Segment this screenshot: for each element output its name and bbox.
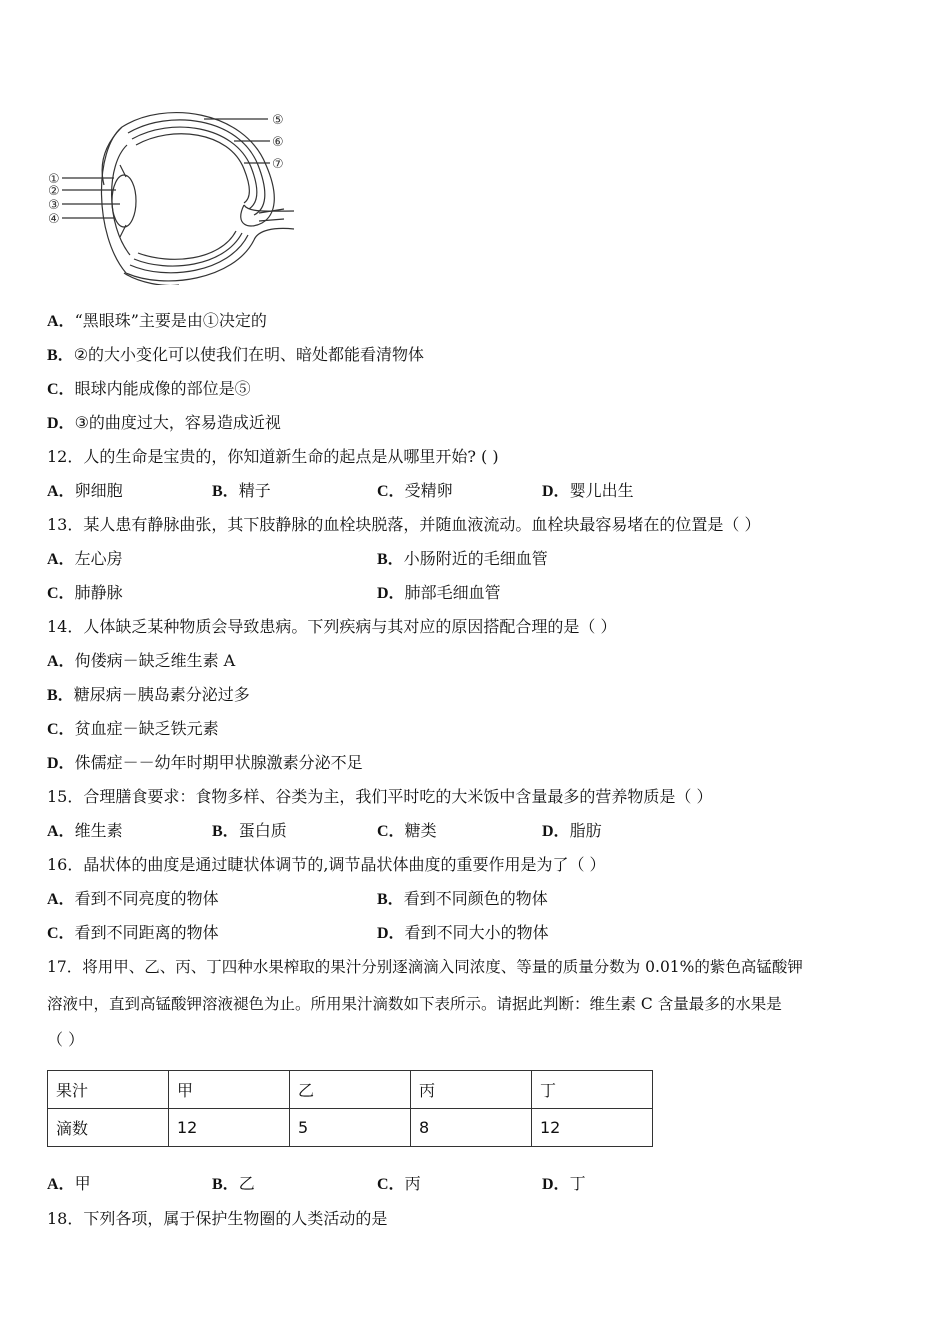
q11-option-b: B．②的大小变化可以使我们在明、暗处都能看清物体 <box>47 345 425 364</box>
q15-option-c: C．糖类 <box>377 821 437 840</box>
q17-option-b: B．乙 <box>212 1174 255 1193</box>
table-cell: 果汁 <box>48 1071 169 1109</box>
q17-option-c: C．丙 <box>377 1174 421 1193</box>
table-cell: 丙 <box>411 1071 532 1109</box>
q16-option-c: C．看到不同距离的物体 <box>47 923 219 942</box>
q14-option-c: C．贫血症－缺乏铁元素 <box>47 719 219 738</box>
table-cell: 5 <box>290 1109 411 1147</box>
q16-option-a: A．看到不同亮度的物体 <box>47 889 219 908</box>
q11-option-d: D．③的曲度过大，容易造成近视 <box>47 413 281 432</box>
table-row <box>48 1109 653 1147</box>
label-6: ⑥ <box>272 135 284 150</box>
q14-option-a: A．佝偻病－缺乏维生素 A <box>47 651 236 670</box>
q14-option-b: B．糖尿病－胰岛素分泌过多 <box>47 685 250 704</box>
q14-option-d: D．侏儒症－－幼年时期甲状腺激素分泌不足 <box>47 753 363 772</box>
q15-option-b: B．蛋白质 <box>212 821 287 840</box>
q17-stem-line1: 17．将用甲、乙、丙、丁四种水果榨取的果汁分别逐滴滴入同浓度、等量的质量分数为 0.01%的紫色高锰酸钾 <box>47 958 803 976</box>
q18-stem: 18．下列各项，属于保护生物圈的人类活动的是 <box>47 1209 388 1228</box>
eyeball-diagram <box>44 105 304 285</box>
q11-option-a: A．“黑眼珠”主要是由①决定的 <box>47 311 267 330</box>
q12-stem: 12．人的生命是宝贵的，你知道新生命的起点是从哪里开始? ( ) <box>47 447 499 466</box>
table-cell: 丁 <box>532 1071 653 1109</box>
q13-option-a: A．左心房 <box>47 549 123 568</box>
q17-stem-line2: 溶液中，直到高锰酸钾溶液褪色为止。所用果汁滴数如下表所示。请据此判断：维生素 C 含量最多的水果是 <box>47 995 782 1013</box>
q12-option-a: A．卵细胞 <box>47 481 123 500</box>
q12-option-d: D．婴儿出生 <box>542 481 634 500</box>
label-7: ⑦ <box>272 157 284 172</box>
label-5: ⑤ <box>272 113 284 128</box>
label-2: ② <box>48 184 60 199</box>
table-cell: 乙 <box>290 1071 411 1109</box>
q16-option-b: B．看到不同颜色的物体 <box>377 889 548 908</box>
q17-option-a: A．甲 <box>47 1174 91 1193</box>
q13-option-c: C．肺静脉 <box>47 583 123 602</box>
q13-option-d: D．肺部毛细血管 <box>377 583 501 602</box>
q13-option-b: B．小肠附近的毛细血管 <box>377 549 548 568</box>
q12-option-b: B．精子 <box>212 481 271 500</box>
q15-option-d: D．脂肪 <box>542 821 602 840</box>
q17-stem-line3: （ ） <box>47 1030 85 1049</box>
table-cell: 12 <box>532 1109 653 1147</box>
q16-stem: 16．晶状体的曲度是通过睫状体调节的,调节晶状体曲度的重要作用是为了（ ） <box>47 855 606 874</box>
q13-stem: 13．某人患有静脉曲张，其下肢静脉的血栓块脱落，并随血液流动。血栓块最容易堵在的位置是（ ） <box>47 515 761 534</box>
table-cell: 滴数 <box>48 1109 169 1147</box>
table-cell: 甲 <box>169 1071 290 1109</box>
q15-option-a: A．维生素 <box>47 821 123 840</box>
label-4: ④ <box>48 212 60 227</box>
label-1: ① <box>48 172 60 187</box>
q17-option-d: D．丁 <box>542 1174 586 1193</box>
label-3: ③ <box>48 198 60 213</box>
table-cell: 12 <box>169 1109 290 1147</box>
table-header-row <box>48 1071 653 1109</box>
juice-drops-table <box>47 1070 653 1147</box>
table-cell: 8 <box>411 1109 532 1147</box>
q15-stem: 15．合理膳食要求：食物多样、谷类为主，我们平时吃的大米饭中含量最多的营养物质是（ ） <box>47 787 713 806</box>
q12-option-c: C．受精卵 <box>377 481 453 500</box>
q11-option-c: C．眼球内能成像的部位是⑤ <box>47 379 251 398</box>
q16-option-d: D．看到不同大小的物体 <box>377 923 549 942</box>
q14-stem: 14．人体缺乏某种物质会导致患病。下列疾病与其对应的原因搭配合理的是（ ） <box>47 617 617 636</box>
